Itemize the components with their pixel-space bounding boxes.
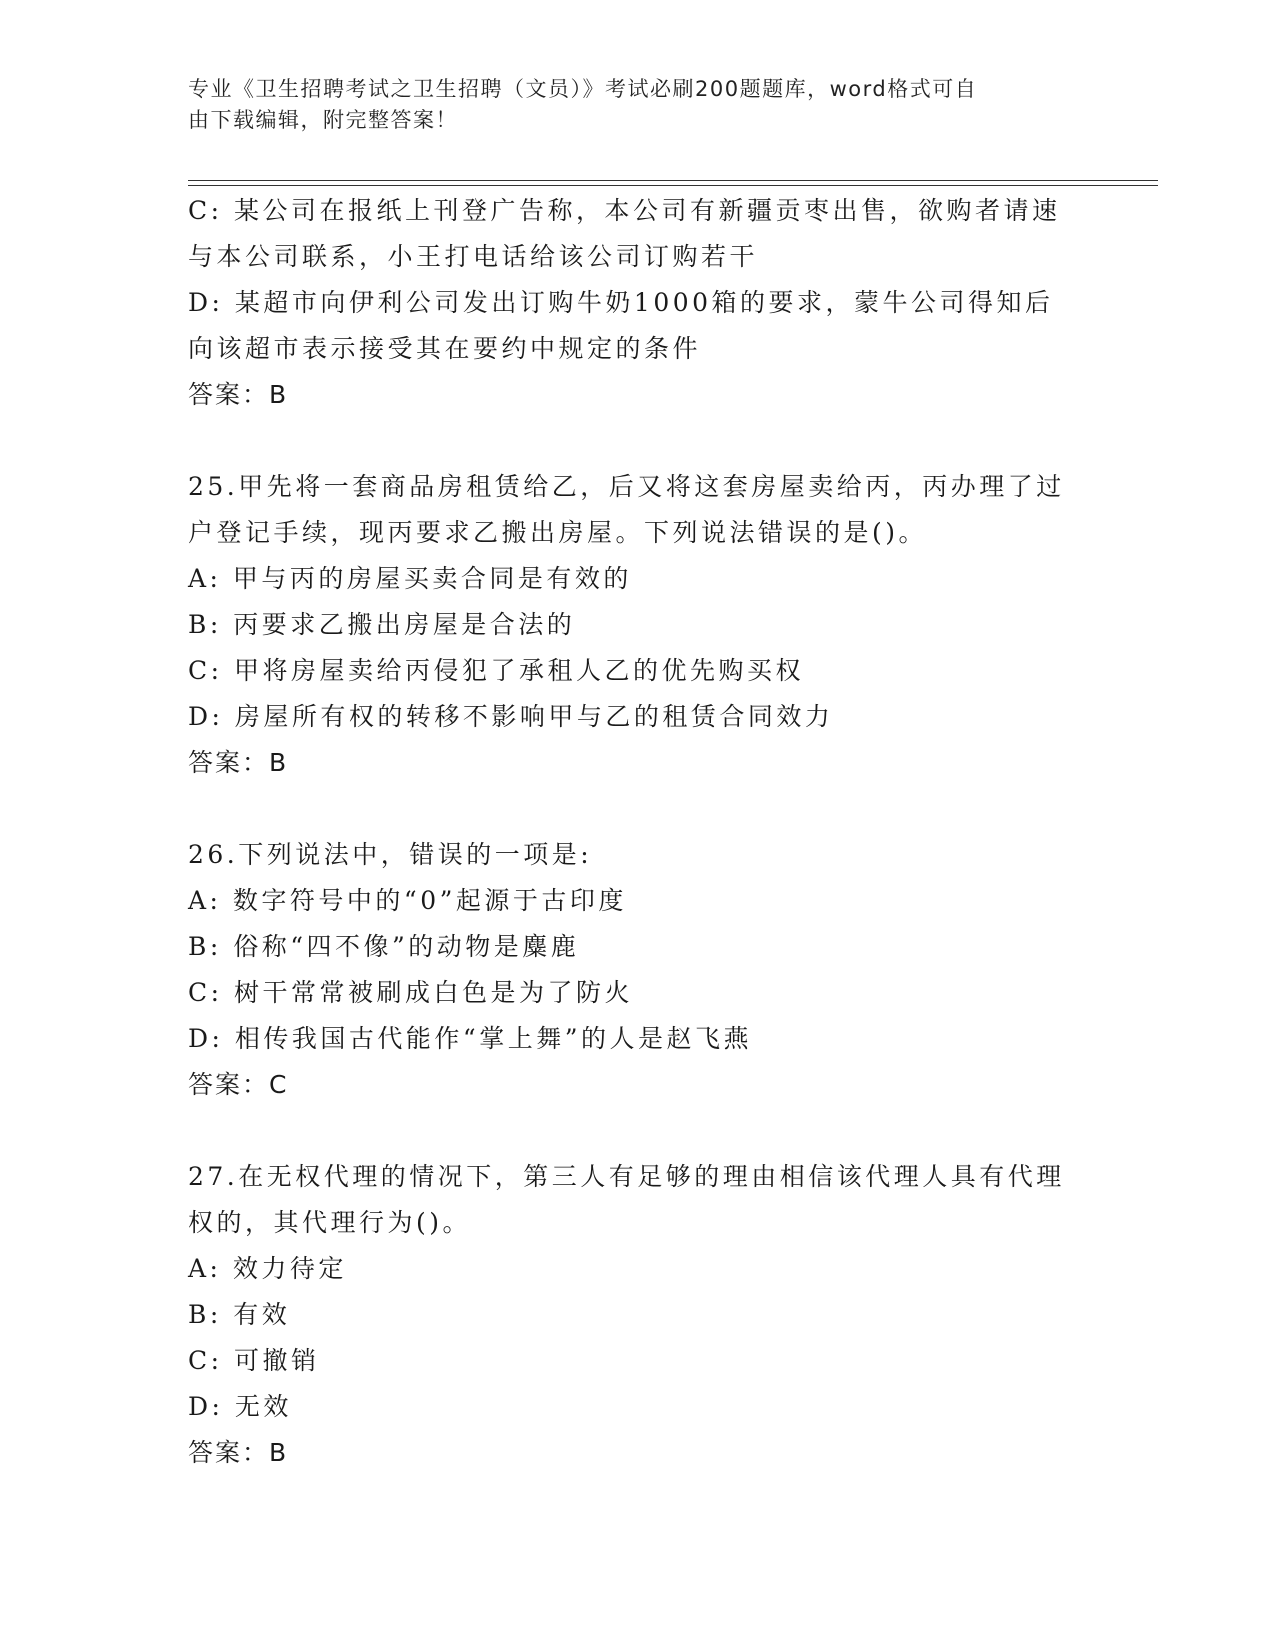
answer-line: 答案：B [188,748,289,777]
option-c: C: 树干常常被刷成白色是为了防火 [188,978,633,1007]
answer-line: 答案：B [188,1438,289,1467]
question-block-24 [188,188,1088,418]
option-a: A: 数字符号中的“0”起源于古印度 [188,886,627,915]
block-spacer [188,1108,1088,1154]
option-d-line-1: D: 某超市向伊利公司发出订购牛奶1000箱的要求，蒙牛公司得知后 [188,288,1054,317]
header-title-line-2: 由下载编辑，附完整答案！ [188,108,458,132]
option-b: B: 丙要求乙搬出房屋是合法的 [188,610,576,639]
option-d: D: 相传我国古代能作“掌上舞”的人是赵飞燕 [188,1024,752,1053]
answer-line: 答案：C [188,1070,289,1099]
question-stem-line-1: 27.在无权代理的情况下，第三人有足够的理由相信该代理人具有代理 [188,1162,1065,1191]
option-d: D: 房屋所有权的转移不影响甲与乙的租赁合同效力 [188,702,834,731]
document-body [188,188,1088,1476]
option-d-line-2: 向该超市表示接受其在要约中规定的条件 [188,334,702,363]
question-block-27 [188,1154,1088,1476]
header-title-line-1: 专业《卫生招聘考试之卫生招聘（文员）》考试必刷200题题库，word格式可自 [188,77,978,101]
option-a: A: 甲与丙的房屋买卖合同是有效的 [188,564,632,593]
block-spacer [188,786,1088,832]
option-c: C: 可撤销 [188,1346,320,1375]
header-divider-bottom [188,185,1158,186]
header-divider-top [188,180,1158,181]
option-d: D: 无效 [188,1392,292,1421]
option-b: B: 有效 [188,1300,291,1329]
question-stem-line-2: 户登记手续，现丙要求乙搬出房屋。下列说法错误的是()。 [188,518,928,547]
question-block-26 [188,832,1088,1108]
question-stem-line-1: 26.下列说法中，错误的一项是: [188,840,593,869]
answer-line: 答案：B [188,380,289,409]
option-c: C: 甲将房屋卖给丙侵犯了承租人乙的优先购买权 [188,656,804,685]
question-block-25 [188,464,1088,786]
question-stem-line-1: 25.甲先将一套商品房租赁给乙，后又将这套房屋卖给丙，丙办理了过 [188,472,1065,501]
option-c-line-2: 与本公司联系，小王打电话给该公司订购若干 [188,242,759,271]
block-spacer [188,418,1088,464]
document-header [188,74,1078,136]
option-c-line-1: C: 某公司在报纸上刊登广告称，本公司有新疆贡枣出售，欲购者请速 [188,196,1061,225]
option-b: B: 俗称“四不像”的动物是麋鹿 [188,932,580,961]
option-a: A: 效力待定 [188,1254,347,1283]
question-stem-line-2: 权的，其代理行为()。 [188,1208,472,1237]
